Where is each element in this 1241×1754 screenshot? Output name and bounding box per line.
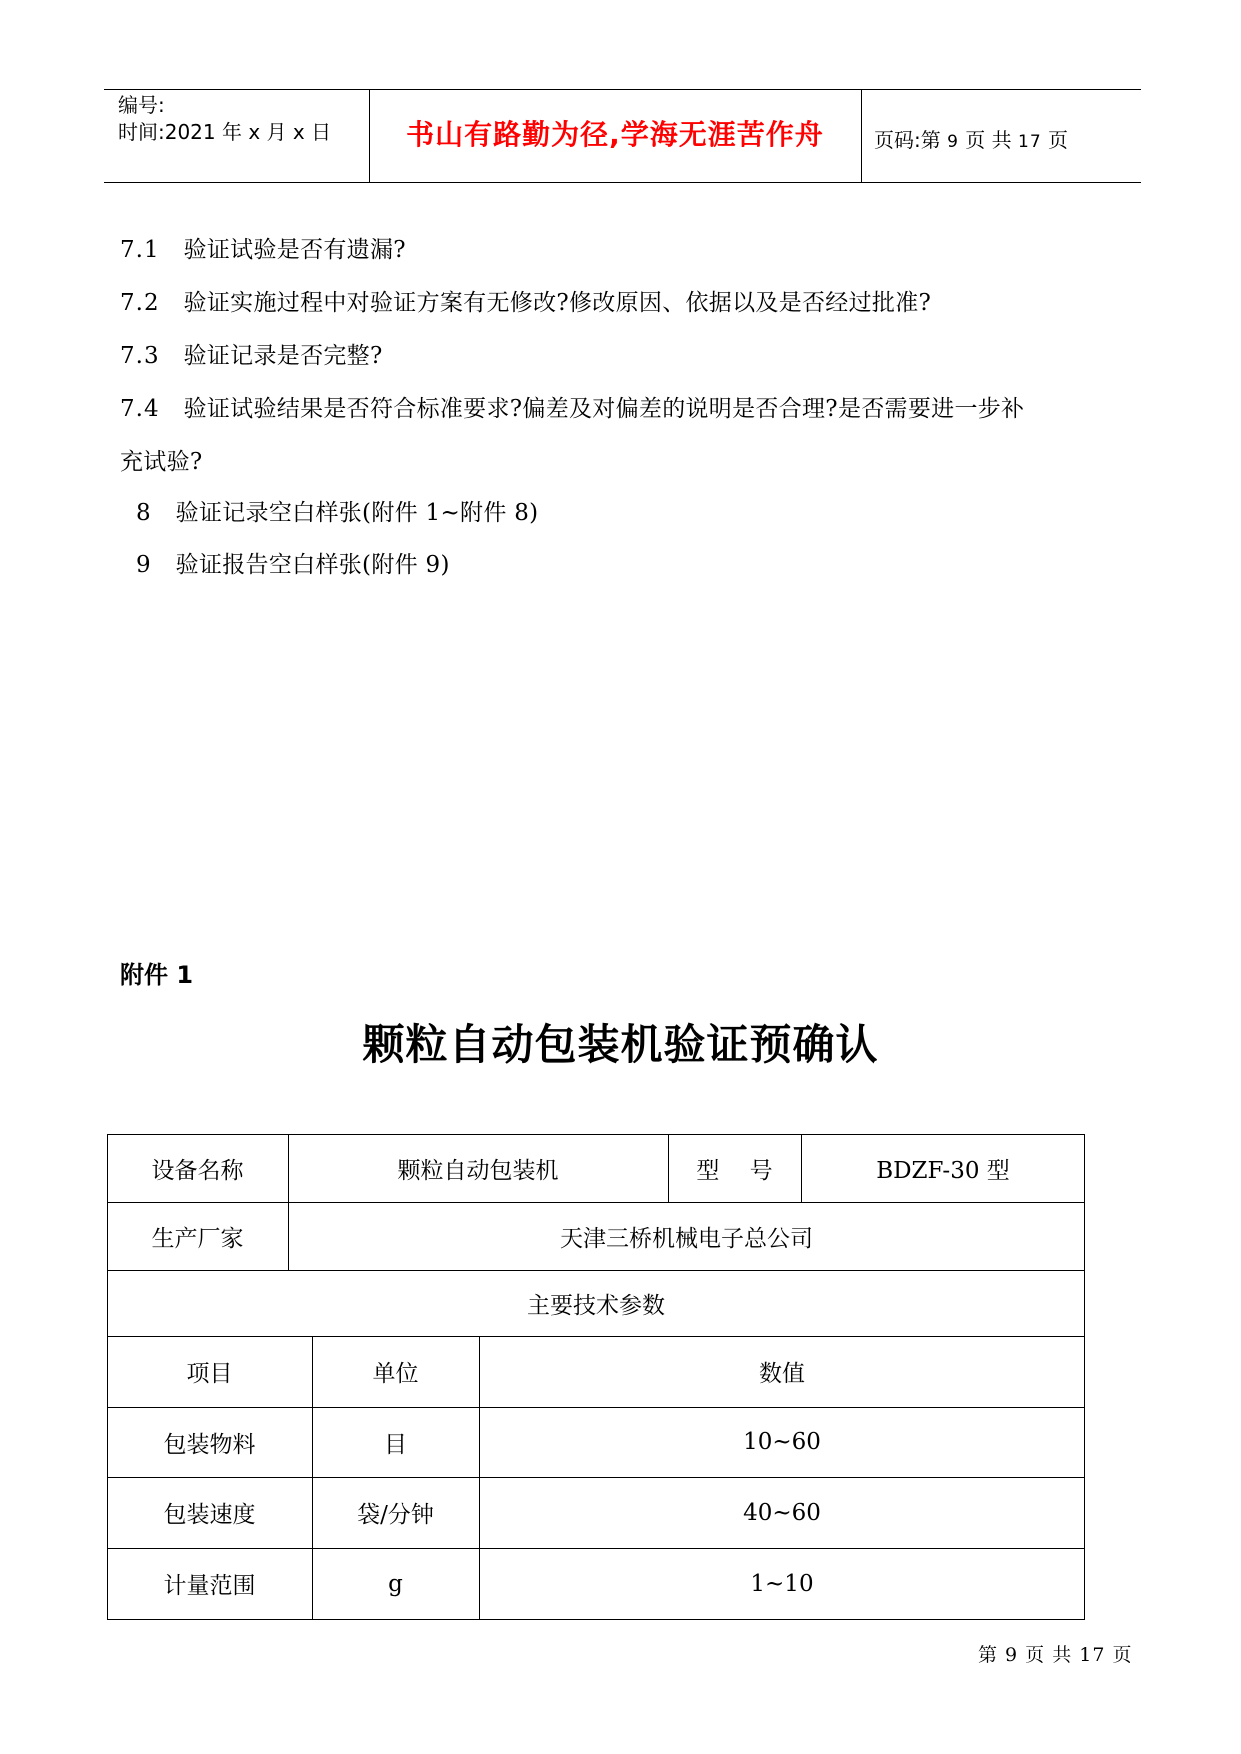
section-7-3 (120, 337, 383, 370)
section-number: 9 (136, 552, 152, 578)
section-number: 7.4 (120, 396, 160, 422)
section-text: 验证记录空白样张(附件 1~附件 8) (175, 500, 539, 526)
footer-page-number: 第 9 页 共 17 页 (978, 1644, 1133, 1666)
param-item: 计量范围 (163, 1573, 256, 1599)
section-7-2 (120, 284, 931, 317)
header-motto: 书山有路勤为径,学海无涯苦作舟 (406, 118, 824, 151)
param-value: 1~10 (750, 1570, 814, 1597)
section-text: 验证试验是否有遗漏? (183, 237, 406, 263)
params-title: 主要技术参数 (527, 1292, 665, 1319)
equipment-table (107, 1134, 1085, 1620)
header-page-info (874, 124, 1068, 153)
param-unit: 袋/分钟 (357, 1502, 434, 1528)
header-time-label: 时间:2021 年 x 月 x 日 (118, 120, 332, 144)
header-page-current: 9 (947, 132, 959, 152)
column-header-value: 数值 (759, 1361, 805, 1387)
section-number: 8 (136, 500, 152, 526)
equipment-name-value: 颗粒自动包装机 (397, 1157, 559, 1184)
attachment-label: 附件 1 (120, 961, 194, 989)
column-header-item: 项目 (186, 1361, 233, 1387)
header-bottom-rule (104, 182, 1141, 183)
header-divider-right (861, 89, 862, 183)
section-9 (136, 546, 450, 579)
header-page-prefix: 页码:第 (874, 128, 948, 152)
param-item: 包装物料 (163, 1431, 256, 1458)
header-number-label: 编号: (118, 93, 165, 117)
header-page-suffix: 页 (1041, 128, 1069, 152)
param-value: 40~60 (743, 1499, 821, 1526)
section-text: 验证实施过程中对验证方案有无修改?修改原因、依据以及是否经过批准? (183, 290, 932, 316)
param-item: 包装速度 (163, 1502, 256, 1528)
section-text: 充试验? (120, 449, 203, 475)
header-left-block (118, 92, 331, 146)
section-7-4-continued (120, 443, 203, 476)
document-title: 颗粒自动包装机验证预确认 (362, 1020, 879, 1069)
section-text: 验证试验结果是否符合标准要求?偏差及对偏差的说明是否合理?是否需要进一步补 (183, 396, 1025, 422)
header-page-total: 17 (1018, 132, 1042, 152)
equipment-name-label: 设备名称 (151, 1157, 244, 1184)
section-text: 验证报告空白样张(附件 9) (175, 552, 450, 578)
section-text: 验证记录是否完整? (183, 343, 383, 369)
param-value: 10~60 (743, 1429, 821, 1455)
table-rule (107, 1619, 1085, 1620)
section-7-4 (120, 390, 1024, 423)
model-value: BDZF-30 型 (876, 1157, 1010, 1184)
manufacturer-value: 天津三桥机械电子总公司 (560, 1225, 813, 1252)
manufacturer-label: 生产厂家 (151, 1225, 244, 1252)
column-header-unit: 单位 (372, 1361, 419, 1387)
header-top-rule (104, 89, 1141, 90)
section-number: 7.3 (120, 343, 160, 369)
model-label: 型 号 (696, 1157, 773, 1184)
section-number: 7.1 (120, 237, 160, 263)
header-page-middle: 页 共 (958, 128, 1019, 152)
section-7-1 (120, 231, 406, 264)
section-8 (136, 494, 538, 527)
param-unit: g (388, 1570, 403, 1597)
section-number: 7.2 (120, 290, 160, 316)
param-unit: 目 (384, 1431, 407, 1458)
